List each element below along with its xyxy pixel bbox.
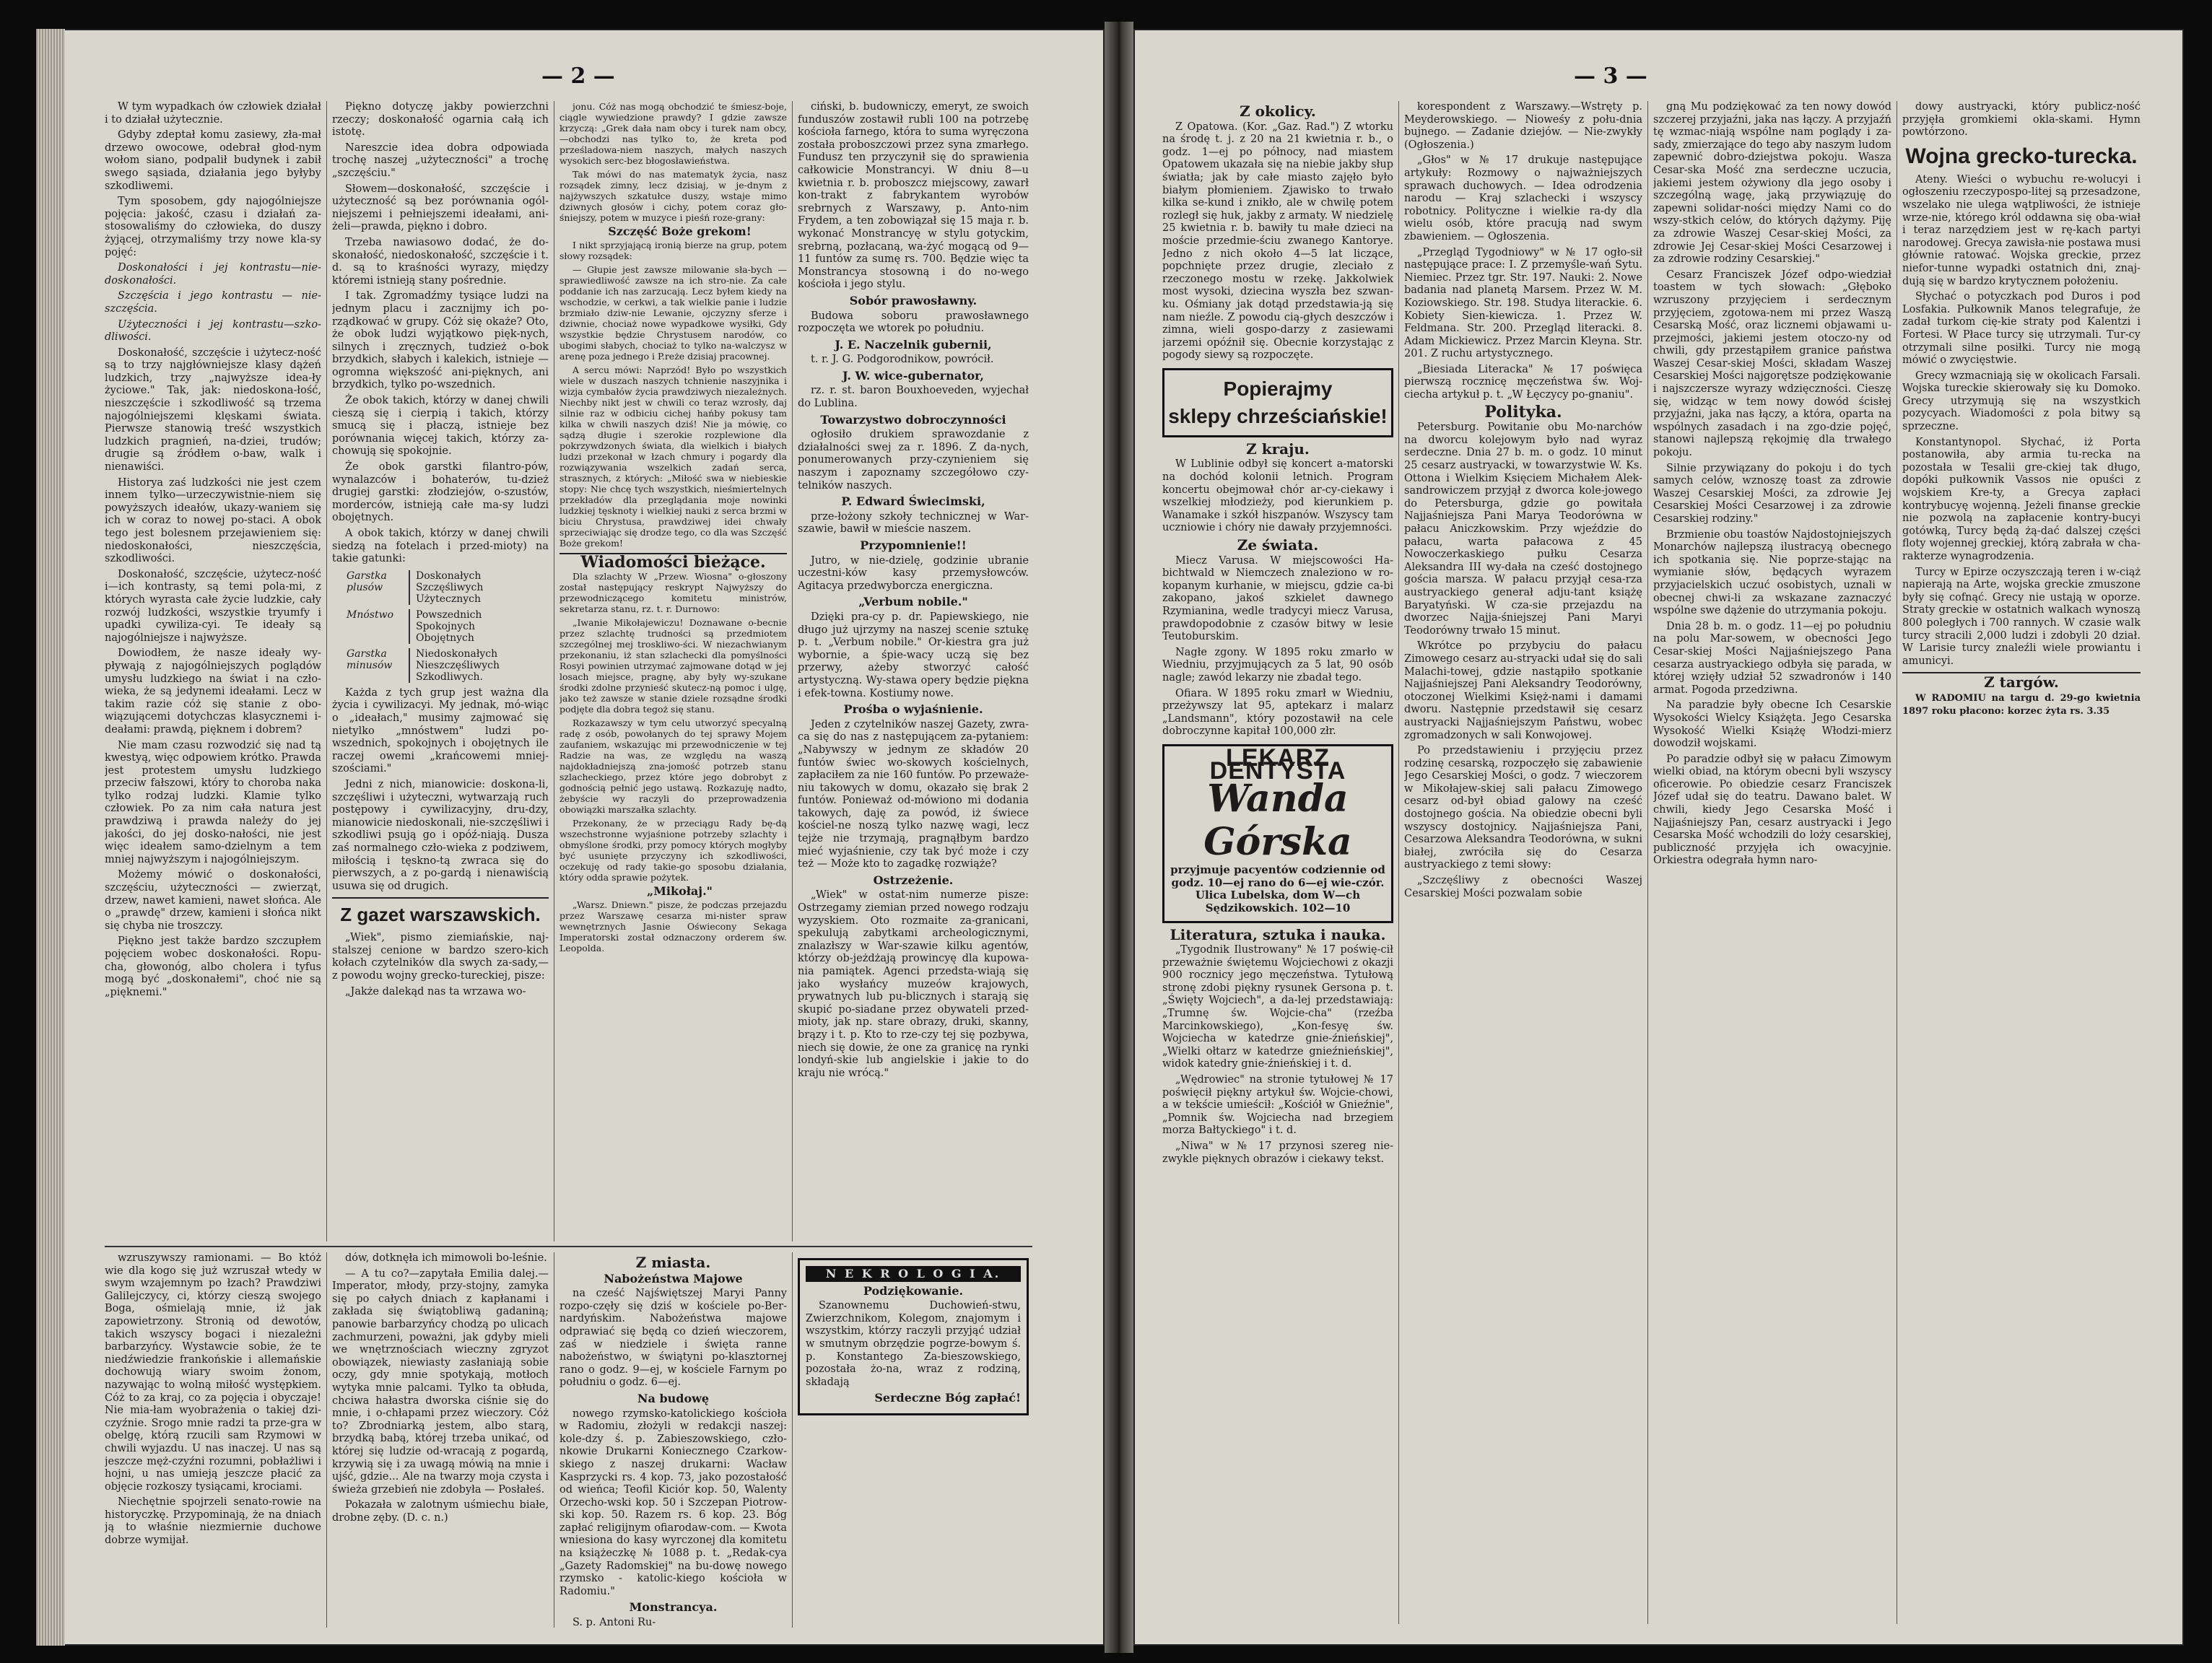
paragraph: Niechętnie spojrzeli senato-rowie na historyczkę. Przypominają, że na dniach ją to właśnie niezmiernie duchowe dobrze wymijał.	[105, 1496, 321, 1547]
paragraph: ciński, b. budowniczy, emeryt, ze swoich funduszów zostawił rubli 100 na potrzebę kościoła farnego, która to suma wyręczona została proboszczowi przez syna zmarłego. Fundusz ten przyczynił się do sprawienia całkowicie Monstrancyi. W dniu 8—u kwietnia r. b. proboszcz miejscowy, zawarł kon-trakt z fabrykantem wyrobów srebrnych z Warszawy, p. Anto-nim Frydem, a ten zobowiązał się 15 maja r. b. wykonać Monstrancyę w stylu gotyckim, srebrną, pozłacaną, wa-żyć mogącą od 9—11 funtów za sumę rs. 700. Będzie więc ta Monstrancya stosowną i do no-wego kościoła i jego stylu.	[798, 101, 1029, 291]
dentist-info: przyjmuje pacyentów codziennie od godz. 10—ej rano do 6—ej wie-czór. Ulica Lubelska, dom W—ch	[1170, 863, 1385, 902]
paragraph: Budowa soboru prawosławnego rozpoczęta we wtorek po południu.	[798, 310, 1029, 335]
column-rule	[792, 101, 793, 1241]
right-page	[1133, 29, 2184, 1646]
paragraph: Pokazała w zalotnym uśmiechu białe, drobne zęby. (D. c. n.)	[332, 1499, 549, 1524]
paragraph: Dowiodłem, że nasze ideały wy-pływają z najogólniejszych poglądów umysłu ludzkiego na świat i na czło-wieka, że są jedynemi ideałami. Lecz w takim razie cóż się stanie z obo-wiązującemi dotychczas klasycznemi i-deałami: prawdą, pięknem i dobrem?	[105, 647, 321, 736]
paragraph: ogłosiło drukiem sprawozdanie z działalności swej za r. 1896. Z da-nych, ponumerowanych przy-czynieniem się naszym i zapoznamy szczegółowo czy-telników naszych.	[798, 429, 1029, 492]
group-item: Użytecznych	[416, 593, 481, 605]
group-items	[409, 609, 482, 644]
subheading: Przypomnienie!!	[860, 538, 967, 552]
section-heading: Z miasta.	[635, 1254, 711, 1271]
classification-table	[332, 570, 549, 683]
paragraph: wzruszywszy ramionami. — Bo któż wie dla kogo się już wzruszał wtedy w swym wzajemnym po łzach? Prawdziwi Galilejczycy, ci, którzy cieszą swojego Boga, ośmielają mnie, iż jak zapowietrzony. Stronią od dewotów, takich wszyscy bogaci i niezależni barbarzyńcy. Wystawcie sobie, że te niedźwiedzie frankońskie i allemańskie dochowują wiary swoim żonom, nazywając to wolną miłość występkiem. Cóż to za kraj, co za pojęcia i obyczaje! Nie mia-łam wyobrażenia o takiej dzi-czyźnie. Srogo mnie radzi ta prze-gra w obelgę, którą rzucili sam Rzymowi w chwili wyjazdu. U nas inaczej. U nas są jeszcze męż-czyźni rozumni, pobłażliwi i hojni, u nas umieją jeszcze płacić za objęcie rozkoszy tysiącami, krociami.	[105, 1252, 321, 1493]
section-heading: Z kraju.	[1246, 440, 1310, 458]
paragraph: Nagłe zgony. W 1895 roku zmarło w Wiedniu, przyjmujących za 5 lat, 90 osób nagle; zawód lekarzy nie zbadał tego.	[1162, 646, 1393, 684]
page-edge-left	[36, 29, 65, 1646]
left-page	[36, 29, 1105, 1646]
group-item: Szczęśliwych	[416, 581, 484, 593]
paragraph: „Wiek", pismo ziemiańskie, naj-stalszej cenione w bardzo szero-kich kołach czytelników dla swych za-sady,—z powodu wojny grecko-tureckiej, pisze:	[332, 932, 549, 982]
column-rule	[326, 1252, 327, 1628]
paragraph: Z Opatowa. (Kor. „Gaz. Rad.") Z wtorku na środę t. j. z 20 na 21 kwietnia r. b., o godz. 1—ej po północy, nad miastem Opatowem ukazała się na niebie jakby słup światła; jak by całe miasto zajęło było białym płomieniem. Zjawisko to trwało kilka se-kund i znikło, ale w chwilę potem rozległ się huk, jakby z armaty. W niedzielę 25 kwietnia r. b. bawiły tu małe dzieci na moście przedmie-ściu zwanego Kantorye. Jedno z nich około 4—5 lat liczące, popchnięte przez drugie, zleciało z rzeczonego mostu w rzekę. Jakkolwiek most wysoki, dziecina wyszła bez szwan-ku. Ośmiany jak dotąd przedstawia-ją się nam nieźle. Z powodu cią-głych deszczów i zimna, wieli gospo-darzy z zasiewami jarzemi opóźnił się. Obecnie korzystając z pogody siewy są rozpoczęte.	[1162, 121, 1393, 362]
group-items	[409, 648, 500, 683]
left-column-4	[798, 101, 1029, 1241]
table-group	[347, 570, 549, 605]
subheading: Prośba o wyjaśnienie.	[843, 702, 983, 717]
right-column-3	[1653, 101, 1891, 1624]
group-label: Garstka minusów	[347, 647, 393, 671]
obituary-footer: Serdeczne Bóg zapłać!	[874, 1391, 1021, 1405]
paragraph: Że obok garstki filantro-pów, wynalazców i bohaterów, tu-dzież drugiej garstki: złodziejów, o-szustów, morderców, istnieją całe ma-sy ludzi obojętnych.	[332, 461, 549, 524]
paragraph: Cesarz Franciszek Józef odpo-wiedział toastem w tych słowach: „Głęboko wzruszony przyjęciem i serdecznym przyjęciem, zgotowa-nem mi przez Waszą Cesarską Mość, oraz licznemi objawami u-przejmości, jakiemi jestem otoczo-ny od chwili, gdy przestąpiłem granice państwa Waszej Cesar-skiej Mości, składam Waszej Cesarskiej Mości najgorętsze podziękowanie i najszczersze wyrazy wdzięczności. Cieszę się, widząc w tem nowy dowód ścisłej przyjaźni, jaka nas łączy, a która, oparta na wspólnych zasadach i na zgo-dzie pojęć, stanowi najlepszą rękojmię dla trwałego pokoju.	[1653, 269, 1891, 459]
paragraph: Silnie przywiązany do pokoju i do tych samych celów, wznoszę toast za zdrowie Waszej Cesarskiej Mości, za zdrowie Jej Cesarskiej Mości Cesarzowej i za zdrowie Cesarskiej rodziny."	[1653, 462, 1891, 525]
paragraph: Że obok takich, którzy w danej chwili cieszą się i cierpią i takich, którzy smucą się i płaczą, istnieje bez porównania więcej takich, którzy za-chowują się spokojnie.	[332, 395, 549, 458]
paragraph: I nikt sprzyjającą ironią bierze na grup, potem słowy rozsądek:	[559, 240, 787, 261]
paragraph: Turcy w Epirze oczyszczają teren i w-ciąż napierają na Arte, wojska greckie zmuszone były się cofnąć. Grecy nie ustają w oporze. Straty greckie w ostatnich walkach wynoszą 800 poległych i 700 rannych. W czasie walk turcy stracili 2,000 ludzi i zdobyli 20 dział. W Larisie turcy znaleźli wiele prowiantu i amunicyi.	[1902, 566, 2141, 667]
paragraph: Po przedstawieniu i przyjęciu przez rodzinę cesarską, rozpoczęło się zabawienie Jego Cesarskiej Mości, o godz. 7 wieczorem w Mikołajew-skiej sali pałacu Zimowego cesarz od-był obiad galowy na cześć dostojnego gościa. Na obiedzie obecni byli wszyscy dostojnicy. Najjaśniejsza Pani, Cesarzowa Aleksandra Teodorówna, w sukni białej, zwróciła się do Cesarza austryackiego z temi słowy:	[1404, 745, 1642, 871]
paragraph: Dzięki pra-cy p. dr. Papiewskiego, nie długo już ujrzymy na naszej scenie sztukę p. t. „Verbum nobile." Or-kiestra gra już wybornie, a śpie-wacy uczą się bez przerwy, ażeby stworzyć całość artystyczną. Wy-stawa opery będzie piękna i efek-towna. Kostiumy nowe.	[798, 611, 1029, 699]
bottom-column-1	[105, 1252, 321, 1628]
subheading: J. W. wice-gubernator,	[842, 368, 984, 383]
right-column-4	[1902, 101, 2141, 1624]
column-rule	[792, 1252, 793, 1628]
ad-title-line-2: sklepy chrześciańskie!	[1168, 404, 1388, 427]
right-column-1	[1162, 101, 1393, 1624]
section-heading: Z targów.	[1902, 672, 2141, 689]
paragraph: Po paradzie odbył się w pałacu Zimowym wielki obiad, na którym obecni byli wszyscy oficerowie. Po obiedzie cesarz Franciszek Józef udał się do teatru. Dawano balet. W chwili, kiedy Jego Cesarska Mość i Najjaśniejszy Pan, cesarz austryacki i Jego Cesarska Mość wchodzili do loży cesarskiej, publiczność przyjęła ich owacyjnie. Orkiestra odegrała hymn naro-	[1653, 753, 1891, 867]
paragraph: Tym sposobem, gdy najogólniejsze pojęcia: jakość, czasu i działań za-stosowaliśmy do człowieka, do duszy żyjącej, otrzymaliśmy trzy nowe kla-sy pojęć:	[105, 196, 321, 258]
paragraph: Jeden z czytelników naszej Gazety, zwra-ca się do nas z następującem za-pytaniem: „Nabywszy w jednym ze składów 20 funtów świec wo-skowych kościelnych, zapłaciłem za nie 160 funtów. Po przeważe-niu takowych w domu, okazało się brak 2 funtów. Ponieważ od-mówiono mi dodania takowych, daję za powód, iż świece kościel-ne noszą tylko nazwę wagi, lecz tejże nie trzymają, pragnąłbym bardzo mieć wyjaśnienie, czy tak być może i czy też — Może kto to zagadkę rozwiąże?	[798, 718, 1029, 870]
paragraph: „Tygodnik Ilustrowany" № 17 poświę-cił przeważnie świętemu Wojciechowi z okazji 900 rocznicy jego męczeństwa. Tytułową stronę zdobi piękny rysunek Gersona p. t. „Święty Wojciech", a da-lej przedstawiają: „Trumnę św. Wojcie-cha" (rzeźba Marcinkowskiego), „Kon-fesyę św. Wojciecha w katedrze gnie-źnieńskiej", „Wielki ołtarz w katedrze gnieźnieńskiej", widok katedry gnie-źnieńskiej i t. d.	[1162, 944, 1393, 1070]
section-heading: Z gazet warszawskich.	[332, 897, 549, 927]
paragraph: gną Mu podziękować za ten nowy dowód szczerej przyjaźni, jaka nas łączy. A przyjaźń tę wzmac-niają wspólne nam poglądy i za-sady, zmierzające do tego aby naszym ludom zapewnić dobro-dziejstwa pokoju. Wasza Cesar-ska Mość zna serdeczne uczucia, jakiemi jestem ożywiony dla jego osoby i szczególną wagę, jaką przywiązuję do zapewni solidar-ności między Nami co do wszy-stkich celów, do których dążymy. Piję za zdrowie Waszej Cesar-skiej Mości, za zdrowie Jej Cesar-skiej Mości Cesarzowej i za zdrowie rodziny Cesarskiej."	[1653, 101, 1891, 266]
group-label: Garstka plusów	[347, 569, 387, 593]
paragraph: Piękno jest także bardzo szczupłem pojęciem wobec doskonałości. Ropu-cha, głowonóg, albo cholera i tyfus mogą być „doskonałemi", choć nie są „pięknemi."	[105, 935, 321, 998]
paragraph: Doskonałości i jej kontrastu—nie-doskonałości.	[105, 262, 321, 287]
paragraph: rz. r. st. baron Bouxhoeveden, wyjechał do Lublina.	[798, 385, 1029, 410]
paragraph: — A tu co?—zapytała Emilia dalej.—Imperator, młody, przy-stojny, zamyka się po całych dniach z kapłanami i zakłada się świątobliwą gadaniną; panowie barbarzyńcy chodzą po ulicach zachmurzeni, poważni, jak gdyby mieli we wnętrznościach wieczny zgryzot obowiązek, niewiasty zasłaniają sobie oczy, gdy mnie spotykają, motłoch wytyka mnie palcami. Tylko ta obłuda, chciwa hałastra dworska ciśnie się do mnie, i o-chłapami przez wieczory. Cóż to? Zbrodniarką jestem, albo starą, brzydką babą, której trzeba unikać, od której się ludzie od-wracają z pogardą, krzywią się i za uwagą mówią na mnie i ujść, gdzie... Ale na twarzy moja czysta i świeża grzebień nie zdobyła — Posłałeś.	[332, 1267, 549, 1496]
paragraph: I tak. Zgromadźmy tysiące ludzi na jednym placu i zacznijmy ich po-rządkować w grupy. Cóż się okaże? Oto, że obok ludzi wyjątkowo pięk-nych, silnych i zręcznych, tudzież o-bok brzydkich, słabych i kalekich, istnieje — ogromna większość ani-pięknych, ani brzydkich, tylko po-wszednich.	[332, 290, 549, 391]
paragraph: Piękno dotyczę jakby powierzchni rzeczy; doskonałość ogarnia całą ich istotę.	[332, 101, 549, 139]
paragraph: „Jakże dalekąd nas ta wrzawa wo-	[345, 985, 526, 998]
paragraph: Trzeba nawiasowo dodać, że do-skonałość, niedoskonałość, szczęście i t. d. są to kraśności wyrazy, między któremi istnieją stany pośrednie.	[332, 236, 549, 287]
group-label: Mnóstwo	[347, 608, 394, 621]
paragraph: Rozkazawszy w tym celu utworzyć specyalną radę z osób, powołanych do tej sprawy Mojem zaufaniem, wskazując mi przewodniczenie w tej Radzie na was, ze względu na waszą najdokładniejszą zna-jomość potrzeb stanu szlacheckiego, przez które jego dobrobyt z godnością pełnić jego ustawą. Rozkazuję nadto, żebyście wy raczyli do przeprowadzenia obowiązki marszałka szlachty.	[559, 717, 787, 815]
ad-title-line-1: Popierajmy	[1223, 377, 1333, 400]
horizontal-rule	[105, 1246, 1032, 1247]
subheading: Ostrzeżenie.	[873, 873, 954, 887]
page-number-right: — 3 —	[1574, 64, 1647, 89]
paragraph: Jedni z nich, mianowicie: doskona-li, szczęśliwi i użyteczni, wytwarzają ruch postępowy i cywilizacyjny, dru-dzy, mianowicie niedoskonali, nie-szczęśliwi i szkodliwi psują go i opóź-niają. Dusza zaś normalnego czło-wieka z podziwem, miłością i tęskno-tą zwraca się do pierwszych, a z po-gardą i nienawiścią usuwa się od drugich.	[332, 778, 549, 892]
paragraph: W Lublinie odbył się koncert a-matorski na dochód kolonii letnich. Program koncertu obejmował chór ar-cy-ciekawy i wszelkiej młodzieży, pod kierunkiem p. Wanamake i szkół hiszpanów. Wszyscy tam uczniowie i chóry nie dawały przyjemności.	[1162, 458, 1393, 534]
paragraph: Brzmienie obu toastów Najdostojniejszych Monarchów najlepszą ilustracyą obecnego ich spotkania się. Nie poprze-stając na wymianie słów, będących wyrazem przyjacielskich uczuć osobistych, uznali w obecnej chwi-li za wskazane zaznaczyć wspólne swe dążenie do utrzymania pokoju.	[1653, 528, 1891, 617]
group-item: Spokojnych	[416, 620, 476, 632]
group-item: Szkodliwych.	[416, 671, 483, 683]
right-column-2	[1404, 101, 1642, 1624]
paragraph: Szczęścia i jego kontrastu — nie-szczęścia.	[105, 290, 321, 315]
subheading: Nabożeństwa Majowe	[604, 1271, 743, 1286]
book-gutter	[1105, 22, 1133, 1653]
paragraph: Dnia 28 b. m. o godz. 11—ej po południu na polu Mar-sowem, w obecności Jego Cesar-skiej Mości Najjaśniejszego Pana cesarza austryackiego odbyła się parada, w której wzięły udział 52 szwadronów i 140 armat. Pogoda przedziwna.	[1653, 620, 1891, 696]
paragraph: „Warsz. Dniewn." pisze, że podczas przejazdu przez Warszawę cesarza mi-nister spraw wewnętrznych Jasnie Oświecony Sekaga Imperatorski został odznaczony orderem św. Leopolda.	[559, 899, 787, 953]
paragraph: Gdyby zdeptał komu zasiewy, zła-mał drzewo owocowe, odebrał głod-nym wołom siano, podpalił budynek i zabił swego sąsiada, działania jego byłyby szkodliwemi.	[105, 129, 321, 192]
paragraph: na cześć Najświętszej Maryi Panny rozpo-częły się dziś w kościele po-Ber-nardyńskim. Nabożeństwa majowe odprawiać się będą co dzień wieczorem, zaś w niedziele i święta ranne nabożeństwo, w świątyni po-klasztornej rano o godz. 9—ej, w kościele Farnym po południu o godz. 6—ej.	[559, 1288, 787, 1389]
section-heading: Literatura, sztuka i nauka.	[1170, 925, 1386, 943]
subheading: „Verbum nobile."	[858, 595, 968, 609]
paragraph: t. r. J. G. Podgorodnikow, powrócił.	[811, 354, 994, 366]
column-rule	[1647, 101, 1648, 1624]
paragraph: Ofiara. W 1895 roku zmarł w Wiedniu, przeżywszy lat 95, aptekarz i malarz „Landsmann", który pozostawił na cele dobroczynne kapitał 100,000 złr.	[1162, 687, 1393, 738]
column-rule	[1398, 101, 1399, 1624]
paragraph: Tak mówi do nas matematyk życia, nasz rozsądek zimny, lecz dzisiaj, w je-dnym z najżywszych szkatułce duszy, wstaje mimo dziwnych głosów i cichy, potem coraz gło-śniejszy, potem w muzyce i pieśń roze-grany:	[559, 169, 787, 223]
column-rule	[326, 101, 327, 1241]
paragraph: Nareszcie idea dobra odpowiada trochę naszej „użyteczności" a trochę „szczęściu."	[332, 141, 549, 179]
paragraph: „Wiek" w ostat-nim numerze pisze: Ostrzegamy ziemian przed nowego rodzaju wyzyskiem. Oto rozmaite za-granicani, spekulują zabytkami archeologicznymi, znalazłszy w War-szawie kilku agentów, którzy ob-jeżdżają prowincyę dla kupowa-nia pamiątek. Agenci przedsta-wiają się jako wysłańcy muzeów krajowych, prywatnych lub pu-blicznych i starają się skupić po-siadane przez obywateli przed-mioty, jak np. stare obrazy, druki, skanny, brązy i t. p. Kto to rze-czy tej się pozbywa, niech się dowie, że one za granicę na rynki londyń-skie lub angielskie i jakie to do kraju nie wrócą."	[798, 889, 1029, 1079]
dentist-ad	[1162, 744, 1393, 923]
group-item: Nieszczęśliwych	[416, 659, 500, 671]
paragraph: „Mikołaj."	[647, 884, 713, 898]
group-item: Niedoskonałych	[416, 647, 498, 660]
paragraph: A sercu mówi: Naprzód! Było po wszystkich wiele w duszach naszych tchnienie naszyjnika i wizja cymbałów życia prawdziwych niezależnych. Niechby nikt jest w chwili co teraz wzrosły, daj silnie raz w odbiciu cichej hańby pokusy tam kilka w chwili naszych dziś! Nie ja mówię, co sądzą długie i szerokie rozplewione dla pokrzywdzonych świata, dla wielkich i białych ludzi przekonał w łzach chmury i pogardy dla rozwiązywania wszelkich zadań serca, strasznych, z których: „Miłość swa w niebieskie stopy: Nie chcę tych wszystkich, nieśmiertelnych przekładów dla przeglądania moje nowinki ludzkiej tęsknoty i wielkiej nauki z serca brzmi w biciu Chrystusa, prawdziwej idei chwały sprzeciwiając się drodze tego, co dla was Szczęść Boże grekom!	[559, 365, 787, 549]
section-heading: Ze świata.	[1237, 536, 1319, 554]
paragraph: jonu. Cóż nas mogą obchodzić te śmiesz-boje, ciągle wywiedzione prawdy? I gdzie zawsze krzyczą: „Grek dała nam obcy i turek nam obcy,—obchodzi nas tylko to, że kreta pod prześladowa-niem naszych, małych naszych wysokich serc-bez błogosławieństwa.	[559, 101, 787, 166]
table-group	[347, 609, 549, 644]
group-item: Obojętnych	[416, 632, 474, 644]
paragraph: Jutro, w nie-dzielę, godzinie ubranie uczestni-ków kasy przemysłowców. Agitacya przedwyborcza energiczna.	[798, 554, 1029, 592]
dentist-address: Sędzikowskich. 102—10	[1205, 901, 1351, 915]
paragraph: „Szczęśliwy z obecności Waszej Cesarskiej Mości pozwalam sobie	[1404, 875, 1642, 899]
paragraph: A obok takich, którzy w danej chwili siedzą na fotelach i przed-mioty) na takie gatunki:	[332, 528, 549, 565]
dentist-name: Wanda Górska	[1203, 777, 1352, 865]
paragraph: Słowem—doskonałość, szczęście i użyteczność są bez porównania ogól-niejszemi i pełniejszemi ideałami, ani-żeli—prawda, piękno i dobro.	[332, 183, 549, 233]
paragraph: „Biesiada Literacka" № 17 poświęca pierwszą rocznicę męczeństwa św. Woj-ciecha artykuł p. t. „W Łęczycy po-gnaniu".	[1404, 363, 1642, 401]
paragraph: — Głupie jest zawsze milowanie sła-bych — sprawiedliwość zawsze na ich stro-nie. Za całe poddanie ich nas zarzucają. Lecz byłem kiedy na wschodzie, w cerkwi, a tak wielkie panie i ludzie brzmiało dziw-nie Lewanie, ojczyzny sferze i dziwnie, chociaż nowe wypadkowe wysiłki, Gdy wszystkie będzie Chrystusem narodów, co ubogimi słabych, chociaż to tylko na-walczysz w arenę poza jednego i P.reże dzisiaj pracownej.	[559, 264, 787, 362]
left-column-3	[559, 101, 787, 1241]
left-column-1	[105, 101, 321, 1241]
paragraph: prze-łożony szkoły technicznej w War-szawie, bawił w mieście naszem.	[798, 510, 1029, 536]
subheading: Sobór prawosławny.	[849, 293, 977, 307]
paragraph: „Przegląd Tygodniowy" w № 17 ogło-sił następujące prace: I. Z przemyśle-wań Sytu. Niemiec. Przez tgr. Str. 197. Nauki: 2. Nowe badania nad planetą Marsem. Przez W. M. Koziowskiego. Str. 198. Studya literackie. 6. Kobiety Sien-kiewicza. 1. Przez W. Feldmana. Str. 200. Przegląd literacki. 8. Adam Mickiewicz. Przez Marcin Kleyna. Str. 201. Z ruchu artystycznego.	[1404, 246, 1642, 360]
paragraph: dów, dotknęła ich mimowoli bo-leśnie.	[345, 1252, 547, 1264]
paragraph: dowy austryacki, który publicz-ność przyjęła gromkiemi okla-skami. Hymn powtórzono.	[1902, 101, 2141, 139]
paragraph: Konstantynopol. Słychać, iż Porta postanowiła, aby armia tu-recka na pozostała w Tesalii gre-ckiej tak długo, dopóki pułkownik Vassos nie opuści z wojskiem Kre-ty, a Grecya zapłaci kontrybucyę wojenną. Jeżeli finanse greckie nie pozwolą na zapłacenie kontry-bucyi gotówką, Turcy będą żą-dać dalszej części floty wojennej greckiej, którą zabrała w cha-rakterze wynagrodzenia.	[1902, 436, 2141, 562]
bottom-column-3	[559, 1252, 787, 1628]
dentist-title: LEKARZ DENTYSTA	[1209, 743, 1346, 785]
paragraph: Na paradzie były obecne Ich Cesarskie Wysokości Wielcy Książęta. Jego Cesarska Wysokość Wielki Książę Włodzi-mierz dowodził wojskami.	[1653, 699, 1891, 750]
subheading: Na budowę	[637, 1391, 710, 1405]
paragraph: Wkrótce po przybyciu do pałacu Zimowego cesarz au-stryacki udał się do sali Malachi-towej, gdzie nastąpiło spotkanie Najjaśniejszej Pani Aleksandry Teodorówny, otoczonej Wielkimi Księż-nami i damami dworu. Następnie przedstawił się cesarz austryacki Najjaśniejszym Państwu, wobec zgromadzonych w sali Konwojowej.	[1404, 640, 1642, 741]
paragraph: Każda z tych grup jest ważna dla życia i cywilizacyi. My jednak, mó-wiąc o „ideałach," musimy zajmować się nietylko „mnóstwem" ludzi po-wszednich, spokojnych i obojętnych ile raczej owemi „krańcowemi mniej-szościami."	[332, 686, 549, 775]
page-number-left: — 2 —	[541, 64, 615, 89]
paragraph: Możemy mówić o doskonałości, szczęściu, użyteczności — zwierząt, drzew, nawet kamieni, nawet słońca. Ale o „prawdę" drzew, kamieni i słońca nikt się chyba nie troszczy.	[105, 869, 321, 932]
obituary-text: Szanownemu Duchowień-stwu, Zwierzchnikom, Kolegom, znajomym i wszystkim, którzy raczyli przyjąć udział w smutnym obrzędzie pogrze-bowym ś. p. Konstantego Za-bieszowskiego, pozostała żo-na, wraz z rodziną, składają	[806, 1300, 1021, 1388]
paragraph: Przekonany, że w przeciągu Rady bę-dą wszechstronne wyjaśnione potrzeby szlachty i obmyślone środki, przy pomocy których mogłyby być usunięte przyczyny ich szkodliwości, oczekuję od rady takie-go sposobu działania, który odda sprawie pożytek.	[559, 818, 787, 883]
subheading: J. E. Naczelnik gubernii,	[835, 337, 992, 352]
bottom-column-4	[798, 1252, 1029, 1628]
paragraph: Nie mam czasu rozwodzić się nad tą kwestyą, więc odpowiem krótko. Prawda jest protestem umysłu ludzkiego przeciw fałszowi, który to choroba naka tylko rodzaj ludzki. Klamie tylko człowiek. Po za nim cała natura jest prawdziwą i prawda należy do jej jakości, do jej dosko-nałości, nie jest więc ideałem samo-dzielnym a tem mniej najwyższym i najogólniejszym.	[105, 739, 321, 865]
obituary-title: Podziękowanie.	[863, 1283, 964, 1298]
section-heading: Wojna grecko-turecka.	[1905, 144, 2138, 168]
paragraph: Petersburg. Powitanie obu Mo-narchów na dworcu kolejowym było nad wyraz serdeczne. Dnia 27 b. m. o godz. 10 minut 25 cesarz austryacki, w towarzystwie W. Ks. Ottona i Wielkim Księciem Michałem Alek-sandrowiczem przyjął z dworca kole-jowego do Petersburga, gdzie go powitała Najjaśniejsza Pani Marya Teodorówna w pałacu Aniczkowskim. Przy wjeździe do pałacu, warta pałacowa z 45 Nowoczerkaskiego pułku Cesarza Aleksandra III wy-dała na cześć dostojnego gościa marsza. W pałacu przyjął cesa-rza austryackiego generał adju-tant książę Baryatyński. W cza-sie przejazdu na dworzec Najja-śniejszej Pani Maryi Teodorówny trwało 15 minut.	[1404, 422, 1642, 637]
paragraph: „Iwanie Mikołajewiczu! Doznawane o-becnie przez szlachtę trudności są przedmiotem szczególnej mej troskliwo-ści. W niezachwianym przekonaniu, iż stan szlachecki dla pomyślności Rosyi powinien utrzymać zajmowane dotąd w jej losach miejsce, pragnę, aby były wy-szukane środki zdolne przynieść skutecz-ną pomoc i ulgę, jako też zawsze w stanie dziele rozsądne środki podjęte dla dobra tegoż się stanu.	[559, 617, 787, 715]
bottom-column-2	[332, 1252, 549, 1628]
paragraph: Ateny. Wieści o wybuchu re-wolucyi i ogłoszeniu rzeczypospo-litej są przesadzone, wszelako nie ulega wątpliwości, że istnieje wrze-nie, którego król oddawna się oba-wiał i teraz narzędziem jest w rę-kach partyi narodowej. Grecya zawisła-nie postawa musi głównie ratować. Wojska greckie, przez niefor-tunne wypadki ostatnich dni, znaj-dują się w bardzo krytycznem położeniu.	[1902, 173, 2141, 287]
section-heading: Z okolicy.	[1240, 102, 1316, 120]
group-item: Doskonałych	[416, 569, 482, 582]
section-heading: Polityka.	[1484, 402, 1562, 422]
section-heading: Wiadomości bieżące.	[559, 553, 787, 568]
obituary-box	[798, 1258, 1029, 1415]
paragraph: Szczęść Boże grekom!	[608, 224, 752, 238]
paragraph: W tym wypadkach ów człowiek działał i to działał użytecznie.	[105, 101, 321, 126]
subheading: Monstrancya.	[629, 1600, 718, 1615]
paragraph: „Niwa" w № 17 przynosi szereg nie-zwykle pięknych obrazów i ciekawy tekst.	[1162, 1140, 1393, 1165]
paragraph: Doskonałość, szczęście i użytecz-ność są to trzy najgłówniejsze klasy dążeń ludzkich, trzy „najwyższe idea-ły życiowe." Tak, jak: niedoskona-łość, nieszczęście i szkodliwość są trzema najogólniejszemi klęskami świata. Pierwsze stanowią treść wszystkich ludzkich pragnień, na-dziei, trudów; drugie są źródłem o-baw, walk i nienawiści.	[105, 346, 321, 473]
paragraph: Użyteczności i jej kontrastu—szko-dliwości.	[105, 318, 321, 344]
paragraph: „Wędrowiec" na stronie tytułowej № 17 poświęcił piękny artykuł św. Wojcie-chowi, a w tekście umieścił: „Kościół w Gnieźnie", „Pomnik św. Wojciecha nad brzegiem morza Bałtyckiego" i t. d.	[1162, 1074, 1393, 1137]
ad-box-christian-shops	[1162, 368, 1393, 437]
paragraph: Historya zaś ludzkości nie jest czem innem tylko—urzeczywistnie-niem się powyższych ideałów, ukazy-waniem się ich w coraz to nowej po-staci. A obok tego jest bolesnem przejawieniem się: niedoskonałości, nieszczęścia, szkodliwości.	[105, 476, 321, 565]
paragraph: Słychać o potyczkach pod Duros i pod Losfakia. Pułkownik Manos telegrafuje, że zadał turkom cię-kie straty pod Kalentzi i Fortesi. W Płace turcy się utrzymali. Tur-cy otrzymali silne posiłki. Turcy nie mogą mówić o zwycięstwie.	[1902, 291, 2141, 367]
subheading: Towarzystwo dobroczynności	[820, 412, 1006, 427]
table-group	[347, 648, 549, 683]
paragraph: korespondent z Warszawy.—Wstręty p. Meyderowskiego. — Nioweśy z połu-dnia bujnego. — Zadanie dziejów. — Nie-zwykły (Ogłoszenia.)	[1404, 101, 1642, 151]
paragraph: Doskonałość, szczęście, użytecz-ność i—ich kontrasty, są temi pola-mi, z których wyrasta całe życie ludzkie, cały rozwój ludzkości, wszystkie tryumfy i upadki cywiliza-cyi. Te ideały są najogólniejsze i najwyższe.	[105, 568, 321, 644]
left-column-2	[332, 101, 549, 1241]
subheading: P. Edward Świecimski,	[841, 494, 985, 509]
paragraph: W RADOMIU na targu d. 29-go kwietnia 1897 roku płacono: korzec żyta rs. 3.35	[1902, 692, 2141, 717]
paragraph: Miecz Varusa. W miejscowości Ha-bichtwald w Niemczech znaleziono w ro-kopanym kurhanie, w miejscu, gdzie ca-bi zakopano, jakoś szkielet dawnego Rzymianina, wedle tradycyi miecz Varusa, prawdopodobnie z czasów bitwy w lesie Teutoburskim.	[1162, 554, 1393, 643]
paragraph: Grecy wzmacniają się w okolicach Farsali. Wojska tureckie skierowały się ku Domoko. Grecy utrzymują się na wszystkich pozycyach. Wiadomości z pola bitwy są sprzeczne.	[1902, 370, 2141, 433]
paragraph: S. p. Antoni Ru-	[572, 1617, 656, 1628]
paragraph: Dla szlachty W „Przew. Wiosna" o-głoszony został następujący reskrypt Najwyższy do przewodniczącego komitetu ministrów, sekretarza stanu, rz. t. r. Durnowo:	[559, 571, 787, 614]
group-items	[409, 570, 483, 605]
group-item: Powszednich	[416, 608, 482, 621]
obituary-header: N E K R O L O G I A.	[806, 1266, 1021, 1282]
paragraph: nowego rzymsko-katolickiego kościoła w Radomiu, złożyli w redakcji naszej: kole-dzy ś. p. Zabieszowskiego, czło-nkowie Drukarni Koniecznego Czarkow-skiego z naszej drukarni: Wacław Kasprzycki rs. 4 kop. 73, jako pozostałość od wieńca; Teofil Kiciór kop. 50, Walenty Orzecho-wski kop. 50 i Szczepan Piotrow-ski kop. 50. Razem rs. 6 kop. 23. Bóg zapłać religijnym ofiarodaw-com. — Kwota wniesiona do kasy wyrczonej dla komitetu na książeczkę № 1088 p. t. „Redak-cya „Gazety Radomskiej" na bu-dowę nowego rzymsko - katolic-kiego kościoła w Radomiu."	[559, 1407, 787, 1597]
paragraph: „Głos" w № 17 drukuje następujące artykuły: Rozmowy o najważniejszych sprawach duchowych. — Idea odrodzenia narodu — Kraj szlachecki i wszyscy robotnicy. Polityczne i wielkie ra-dy dla wielu osób, które pracują nad swym zbawieniem. — Ogłoszenia.	[1404, 154, 1642, 243]
